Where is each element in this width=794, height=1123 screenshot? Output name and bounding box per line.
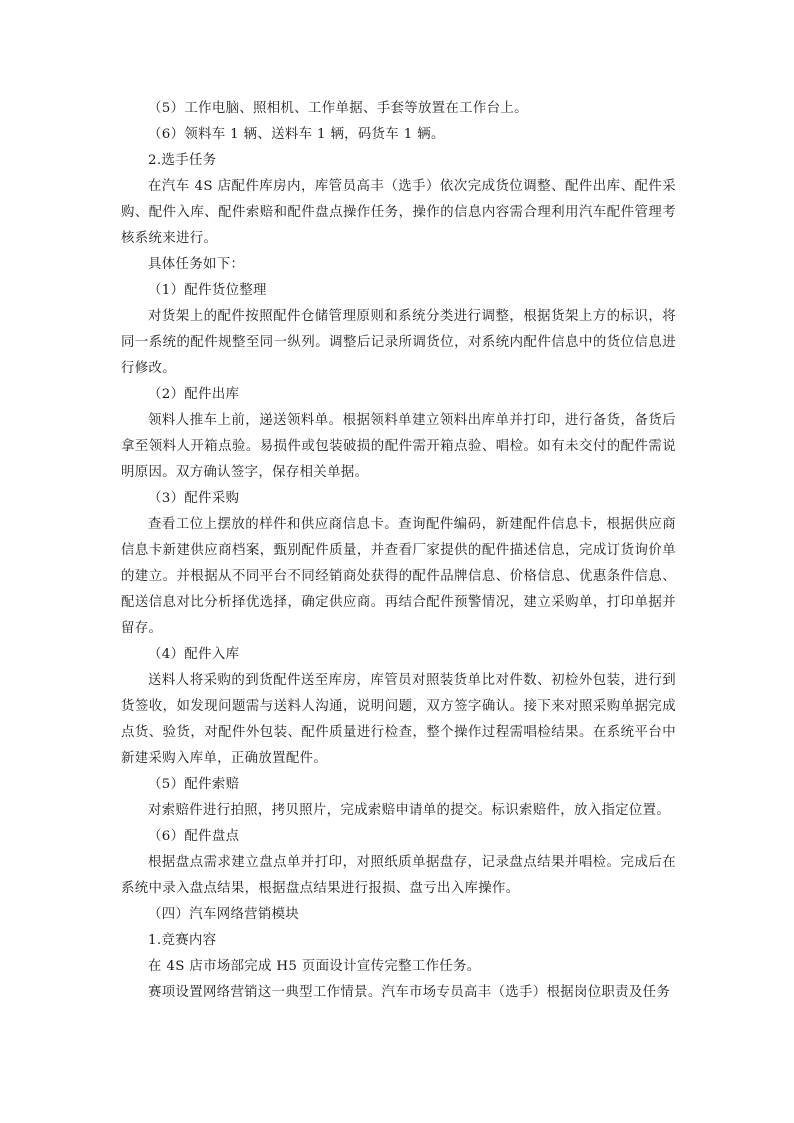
body-paragraph-task-intro: 在汽车 4S 店配件库房内，库管员高丰（选手）依次完成货位调整、配件出库、配件采购、配件入库、配件索赔和配件盘点操作任务，操作的信息内容需合理利用汽车配件管理考核系统来进行。 — [121, 179, 676, 246]
body-paragraph-marketing-scenario: 赛项设置网络营销这一典型工作情景。汽车市场专员高丰（选手）根据岗位职责及任务 — [148, 985, 671, 1000]
document-body — [121, 96, 676, 1006]
list-item-tools: （5）工作电脑、照相机、工作单据、手套等放置在工作台上。 — [148, 101, 528, 116]
body-paragraph-outbound: 领料人推车上前，递送领料单。根据领料单建立领料出库单并打印，进行备货，备货后拿至领料人开箱点验。易损件或包装破损的配件需开箱点验、唱检。如有未交付的配件需说明原因。双方确认签字，保存相关单据。 — [121, 413, 676, 480]
list-item-carts: （6）领料车 1 辆、送料车 1 辆，码货车 1 辆。 — [148, 127, 445, 142]
section-heading-contestant-tasks: 2.选手任务 — [148, 153, 217, 168]
subheading-outbound: （2）配件出库 — [148, 387, 240, 402]
subheading-claims: （5）配件索赔 — [148, 777, 240, 792]
subheading-inbound: （4）配件入库 — [148, 647, 240, 662]
subheading-inventory: （6）配件盘点 — [148, 829, 240, 844]
body-paragraph-claims: 对索赔件进行拍照，拷贝照片，完成索赔申请单的提交。标识索赔件，放入指定位置。 — [148, 803, 671, 818]
subheading-competition-content: 1.竞赛内容 — [148, 933, 217, 948]
body-paragraph-purchasing: 查看工位上摆放的样件和供应商信息卡。查询配件编码，新建配件信息卡，根据供应商信息卡新建供应商档案，甄别配件质量，并查看厂家提供的配件描述信息，完成订货询价单的建立。并根据从不同平台不同经销商处获得的配件品牌信息、价格信息、优惠条件信息、配送信息对比分析择优选择，确定供应商。再结合配件预警情况，建立采购单，打印单据并留存。 — [121, 517, 676, 636]
subheading-purchasing: （3）配件采购 — [148, 491, 240, 506]
body-paragraph-inventory: 根据盘点需求建立盘点单并打印，对照纸质单据盘存，记录盘点结果并唱检。完成后在系统中录入盘点结果，根据盘点结果进行报损、盘亏出入库操作。 — [121, 855, 676, 896]
body-paragraph-h5-task: 在 4S 店市场部完成 H5 页面设计宣传完整工作任务。 — [148, 959, 481, 974]
body-paragraph-inbound: 送料人将采购的到货配件送至库房，库管员对照装货单比对件数、初检外包装，进行到货签收，如发现问题需与送料人沟通，说明问题，双方签字确认。接下来对照采购单据完成点货、验货，对配件外包装、配件质量进行检查，整个操作过程需唱检结果。在系统平台中新建采购入库单，正确放置配件。 — [121, 673, 676, 766]
body-paragraph-tasks-lead: 具体任务如下： — [148, 257, 245, 272]
subheading-location-adjustment: （1）配件货位整理 — [148, 283, 267, 298]
section-heading-network-marketing: （四）汽车网络营销模块 — [148, 907, 300, 922]
body-paragraph-location-adjustment: 对货架上的配件按照配件仓储管理原则和系统分类进行调整，根据货架上方的标识，将同一系统的配件规整至同一纵列。调整后记录所调货位，对系统内配件信息中的货位信息进行修改。 — [121, 309, 676, 376]
